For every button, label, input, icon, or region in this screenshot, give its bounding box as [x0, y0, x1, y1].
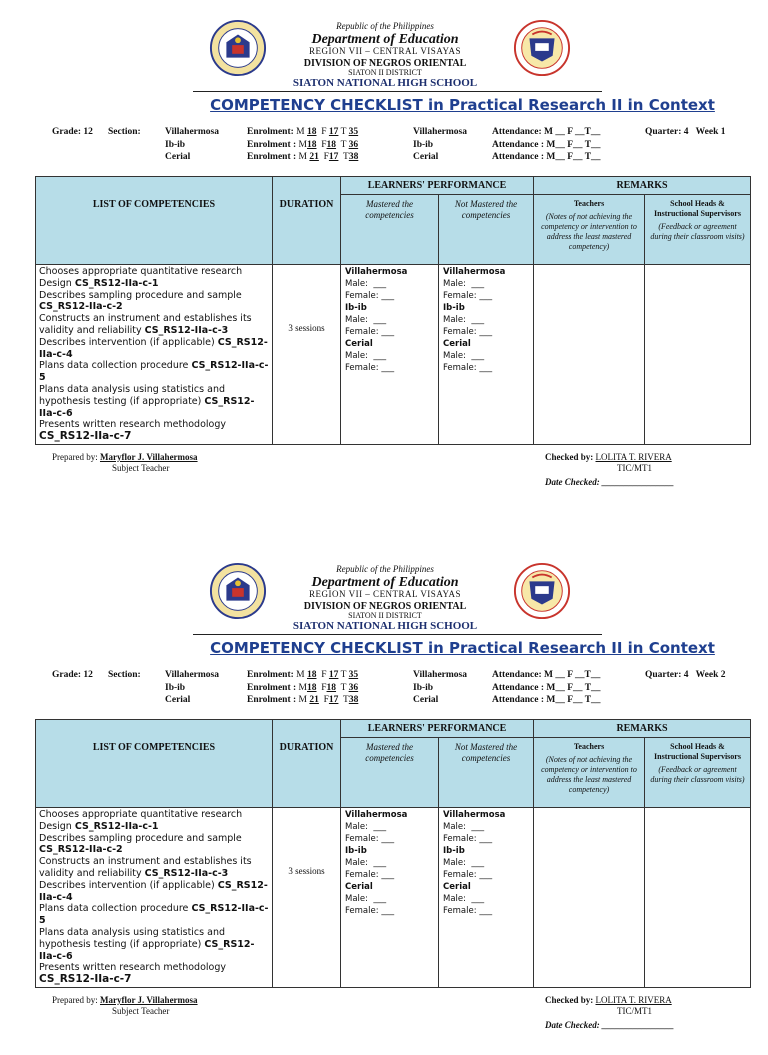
section-name: Cerial — [413, 152, 439, 162]
remarks-header: REMARKS — [534, 720, 751, 738]
duration-value: 3 sessions — [273, 808, 341, 988]
performance-header: LEARNERS' PERFORMANCE — [341, 177, 534, 195]
checklist-page-week-2 — [0, 543, 768, 1055]
grade-label: Grade: 12 — [52, 127, 93, 137]
not-mastered-counts: Villahermosa Male: ___ Female: ___ Ib-ib Male: ___ Female: ___ Cerial Male: ___ Female: ___ — [439, 265, 534, 445]
checked-role: TIC/MT1 — [617, 463, 652, 473]
teachers-remarks-cell[interactable] — [534, 265, 645, 445]
checklist-title: COMPETENCY CHECKLIST in Practical Research II in Context — [210, 96, 715, 114]
checked-role: TIC/MT1 — [617, 1006, 652, 1016]
letterhead — [160, 543, 610, 638]
not-mastered-header: Not Mastered the competencies — [439, 195, 534, 265]
district-line: SIATON II DISTRICT — [348, 611, 422, 620]
attendance-block: Attendance: M __ F __T__ Attendance : M__ F__ T__ Attendance : M__ F__ T__ — [492, 127, 601, 162]
competency-list: Chooses appropriate quantitative research Design CS_RS12-IIa-c-1 Describes sampling procedure and sample CS_RS12-IIa-c-2 Constructs an instrument and establishes its validity and reliability CS_RS12-IIa-c-3 Describes intervention (if applicable) CS_RS12-IIa-c-4 Plans data collection procedure CS_RS12-IIa-c-5 Plans data analysis using statistics and hypothesis testing (if appropriate) CS_RS12-IIa-c-6 Presents written research methodology CS_RS12-IIa-c-7 — [36, 265, 273, 445]
section-label: Section: — [108, 127, 141, 137]
quarter-label: Quarter: 4 — [645, 670, 689, 680]
teachers-remarks-cell[interactable] — [534, 808, 645, 988]
performance-header: LEARNERS' PERFORMANCE — [341, 720, 534, 738]
heads-remarks-cell[interactable] — [645, 808, 751, 988]
section-name: Villahermosa — [165, 670, 220, 680]
header-rule — [193, 91, 602, 92]
section-name: Villahermosa — [165, 127, 220, 137]
section-name: Ib-ib — [165, 682, 186, 693]
duration-header: DURATION — [273, 177, 341, 265]
mastered-header: Mastered the competencies — [341, 738, 439, 808]
competency-table — [35, 176, 751, 445]
date-checked: Date Checked: ________________ — [545, 1020, 674, 1030]
letterhead — [160, 0, 610, 95]
section-name: Cerial — [413, 695, 439, 705]
header-rule — [193, 634, 602, 635]
section-name: Ib-ib — [165, 139, 186, 150]
section-name: Cerial — [165, 152, 191, 162]
section-name: Villahermosa — [413, 127, 468, 137]
section-name: Cerial — [165, 695, 191, 705]
attendance-block: Attendance: M __ F __T__ Attendance : M__ F__ T__ Attendance : M__ F__ T__ — [492, 670, 601, 705]
not-mastered-header: Not Mastered the competencies — [439, 738, 534, 808]
prepared-by: Prepared by: Maryflor J. Villahermosa — [52, 452, 198, 462]
region-line: REGION VII – CENTRAL VISAYAS — [308, 46, 461, 56]
enrolment-block: Enrolment: M 18 F 17 T 35 Enrolment : M18 F18 T 36 Enrolment : M 21 F17 T38 — [247, 670, 359, 705]
republic-line: Republic of the Philippines — [336, 564, 434, 574]
checklist-title: COMPETENCY CHECKLIST in Practical Research II in Context — [210, 639, 715, 657]
teachers-header: Teachers (Notes of not achieving the competency or intervention to address the least mastered competency) — [534, 195, 645, 265]
signature-block — [0, 995, 768, 1035]
class-info — [0, 669, 768, 709]
competency-table — [35, 719, 751, 988]
date-checked: Date Checked: ________________ — [545, 477, 674, 487]
heads-remarks-cell[interactable] — [645, 265, 751, 445]
school-name: SIATON NATIONAL HIGH SCHOOL — [292, 620, 478, 632]
region-line: REGION VII – CENTRAL VISAYAS — [308, 589, 461, 599]
duration-header: DURATION — [273, 720, 341, 808]
section-name: Ib-ib — [413, 682, 434, 693]
prepared-by: Prepared by: Maryflor J. Villahermosa — [52, 995, 198, 1005]
checked-by: Checked by: LOLITA T. RIVERA — [545, 995, 672, 1005]
republic-line: Republic of the Philippines — [336, 21, 434, 31]
checklist-page-week-1 — [0, 0, 768, 512]
not-mastered-counts: Villahermosa Male: ___ Female: ___ Ib-ib Male: ___ Female: ___ Cerial Male: ___ Female: ___ — [439, 808, 534, 988]
section-name: Ib-ib — [413, 139, 434, 150]
duration-value: 3 sessions — [273, 265, 341, 445]
quarter-label: Quarter: 4 — [645, 127, 689, 137]
remarks-header: REMARKS — [534, 177, 751, 195]
prepared-role: Subject Teacher — [112, 463, 170, 473]
division-line: DIVISION OF NEGROS ORIENTAL — [303, 601, 467, 612]
mastered-counts: Villahermosa Male: ___ Female: ___ Ib-ib Male: ___ Female: ___ Cerial Male: ___ Female: ___ — [341, 808, 439, 988]
mastered-header: Mastered the competencies — [341, 195, 439, 265]
competency-list: Chooses appropriate quantitative research Design CS_RS12-IIa-c-1 Describes sampling procedure and sample CS_RS12-IIa-c-2 Constructs an instrument and establishes its validity and reliability CS_RS12-IIa-c-3 Describes intervention (if applicable) CS_RS12-IIa-c-4 Plans data collection procedure CS_RS12-IIa-c-5 Plans data analysis using statistics and hypothesis testing (if appropriate) CS_RS12-IIa-c-6 Presents written research methodology CS_RS12-IIa-c-7 — [36, 808, 273, 988]
section-label: Section: — [108, 670, 141, 680]
division-line: DIVISION OF NEGROS ORIENTAL — [303, 58, 467, 69]
department-line: Department of Education — [311, 575, 459, 590]
class-info — [0, 126, 768, 166]
heads-header: School Heads & Instructional Supervisors (Feedback or agreement during their classroom visits) — [645, 195, 751, 265]
department-line: Department of Education — [311, 32, 459, 47]
list-header: LIST OF COMPETENCIES — [36, 720, 273, 808]
checked-by: Checked by: LOLITA T. RIVERA — [545, 452, 672, 462]
teachers-header: Teachers (Notes of not achieving the competency or intervention to address the least mastered competency) — [534, 738, 645, 808]
heads-header: School Heads & Instructional Supervisors (Feedback or agreement during their classroom visits) — [645, 738, 751, 808]
section-name: Villahermosa — [413, 670, 468, 680]
mastered-counts: Villahermosa Male: ___ Female: ___ Ib-ib Male: ___ Female: ___ Cerial Male: ___ Female: ___ — [341, 265, 439, 445]
week-label: Week 1 — [695, 127, 726, 137]
school-name: SIATON NATIONAL HIGH SCHOOL — [292, 77, 478, 89]
week-label: Week 2 — [695, 670, 726, 680]
prepared-role: Subject Teacher — [112, 1006, 170, 1016]
list-header: LIST OF COMPETENCIES — [36, 177, 273, 265]
enrolment-block: Enrolment: M 18 F 17 T 35 Enrolment : M18 F18 T 36 Enrolment : M 21 F17 T38 — [247, 127, 359, 162]
district-line: SIATON II DISTRICT — [348, 68, 422, 77]
signature-block — [0, 452, 768, 492]
grade-label: Grade: 12 — [52, 670, 93, 680]
